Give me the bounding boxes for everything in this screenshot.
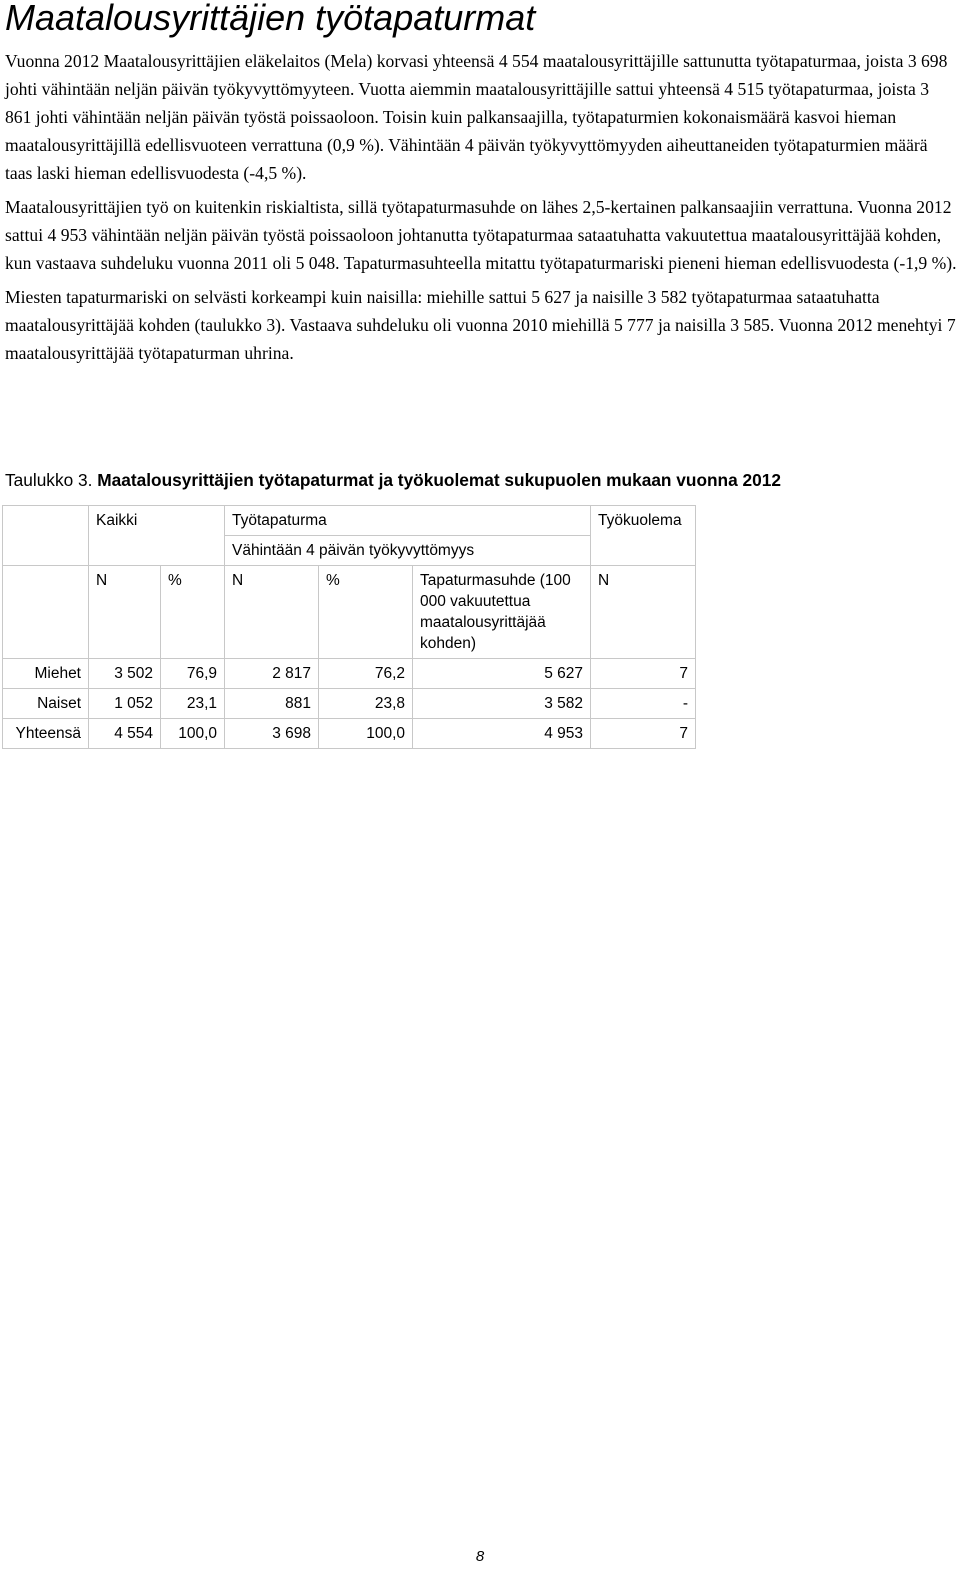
row-label: Miehet xyxy=(3,659,89,689)
header-tyokuolema: Työkuolema xyxy=(591,506,696,566)
page-title: Maatalousyrittäjien työtapaturmat xyxy=(5,0,536,38)
row-label: Naiset xyxy=(3,689,89,719)
cell-kuolema: - xyxy=(591,689,696,719)
cell-kuolema: 7 xyxy=(591,719,696,749)
header-empty-cell xyxy=(3,506,89,566)
cell-n: 4 554 xyxy=(89,719,161,749)
table-caption xyxy=(5,467,781,493)
paragraph: Vuonna 2012 Maatalousyrittäjien eläkelaitos (Mela) korvasi yhteensä 4 554 maatalousyrittäjille sattunutta työtapaturmaa, joista 3 698 johti vähintään neljän päivän työkyvyttömyyteen. Vuotta aiemmin maatalousyrittäjille sattui yhteensä 4 515 työtapaturmaa, joista 3 861 johti vähintään neljän päivän työstä poissaoloon. Toisin kuin palkansaajilla, työtapaturmien kokonaismäärä kasvoi hieman maatalousyrittäjillä edellisvuoteen verrattuna (0,9 %). Vähintään 4 päivän työkyvyttömyyden aiheuttaneiden työtapaturmien määrä taas laski hieman edellisvuodesta (-4,5 %). xyxy=(5,51,948,183)
cell-suhde: 4 953 xyxy=(413,719,591,749)
header-pct: % xyxy=(319,566,413,659)
cell-pct: 100,0 xyxy=(161,719,225,749)
accident-table xyxy=(2,505,696,749)
cell-suhde: 3 582 xyxy=(413,689,591,719)
cell-pct4: 23,8 xyxy=(319,689,413,719)
header-tyotapaturma: Työtapaturma xyxy=(225,506,591,536)
header-n: N xyxy=(89,566,161,659)
row-label: Yhteensä xyxy=(3,719,89,749)
table-caption-title: Maatalousyrittäjien työtapaturmat ja työkuolemat sukupuolen mukaan vuonna 2012 xyxy=(97,470,781,490)
cell-n4: 881 xyxy=(225,689,319,719)
cell-n: 1 052 xyxy=(89,689,161,719)
cell-n4: 3 698 xyxy=(225,719,319,749)
header-n: N xyxy=(225,566,319,659)
cell-pct4: 100,0 xyxy=(319,719,413,749)
cell-pct: 76,9 xyxy=(161,659,225,689)
table-header-row xyxy=(3,506,696,536)
table-row xyxy=(3,719,696,749)
header-vahintaan: Vähintään 4 päivän työkyvyttömyys xyxy=(225,536,591,566)
cell-n4: 2 817 xyxy=(225,659,319,689)
header-tapaturmasuhde: Tapaturmasuhde (100 000 vakuutettua maatalousyrittäjää kohden) xyxy=(413,566,591,659)
header-empty-cell xyxy=(3,566,89,659)
paragraph: Maatalousyrittäjien työ on kuitenkin riskialtista, sillä työtapaturmasuhde on lähes 2,5-kertainen palkansaajiin verrattuna. Vuonna 2012 sattui 4 953 vähintään neljän päivän työstä poissaoloon johtanutta työtapaturmaa sataatuhatta vakuutettua maatalousyrittäjää kohden, kun vastaava suhdeluku vuonna 2011 oli 5 048. Tapaturmasuhteella mitattu työtapaturmariski pieneni hieman edellisvuodesta (-1,9 %). xyxy=(5,197,957,273)
table-header-row xyxy=(3,566,696,659)
cell-suhde: 5 627 xyxy=(413,659,591,689)
page-number: 8 xyxy=(475,1548,485,1565)
header-n: N xyxy=(591,566,696,659)
header-kaikki: Kaikki xyxy=(89,506,225,566)
cell-pct4: 76,2 xyxy=(319,659,413,689)
cell-pct: 23,1 xyxy=(161,689,225,719)
table-row xyxy=(3,689,696,719)
paragraph: Miesten tapaturmariski on selvästi korkeampi kuin naisilla: miehille sattui 5 627 ja naisille 3 582 työtapaturmaa sataatuhatta maatalousyrittäjää kohden (taulukko 3). Vastaava suhdeluku oli vuonna 2010 miehillä 5 777 ja naisilla 3 585. Vuonna 2012 menehtyi 7 maatalousyrittäjää työtapaturman uhrina. xyxy=(5,287,956,363)
table-caption-label: Taulukko 3. xyxy=(5,470,93,490)
table-row xyxy=(3,659,696,689)
header-pct: % xyxy=(161,566,225,659)
body-text xyxy=(5,47,957,373)
cell-kuolema: 7 xyxy=(591,659,696,689)
cell-n: 3 502 xyxy=(89,659,161,689)
